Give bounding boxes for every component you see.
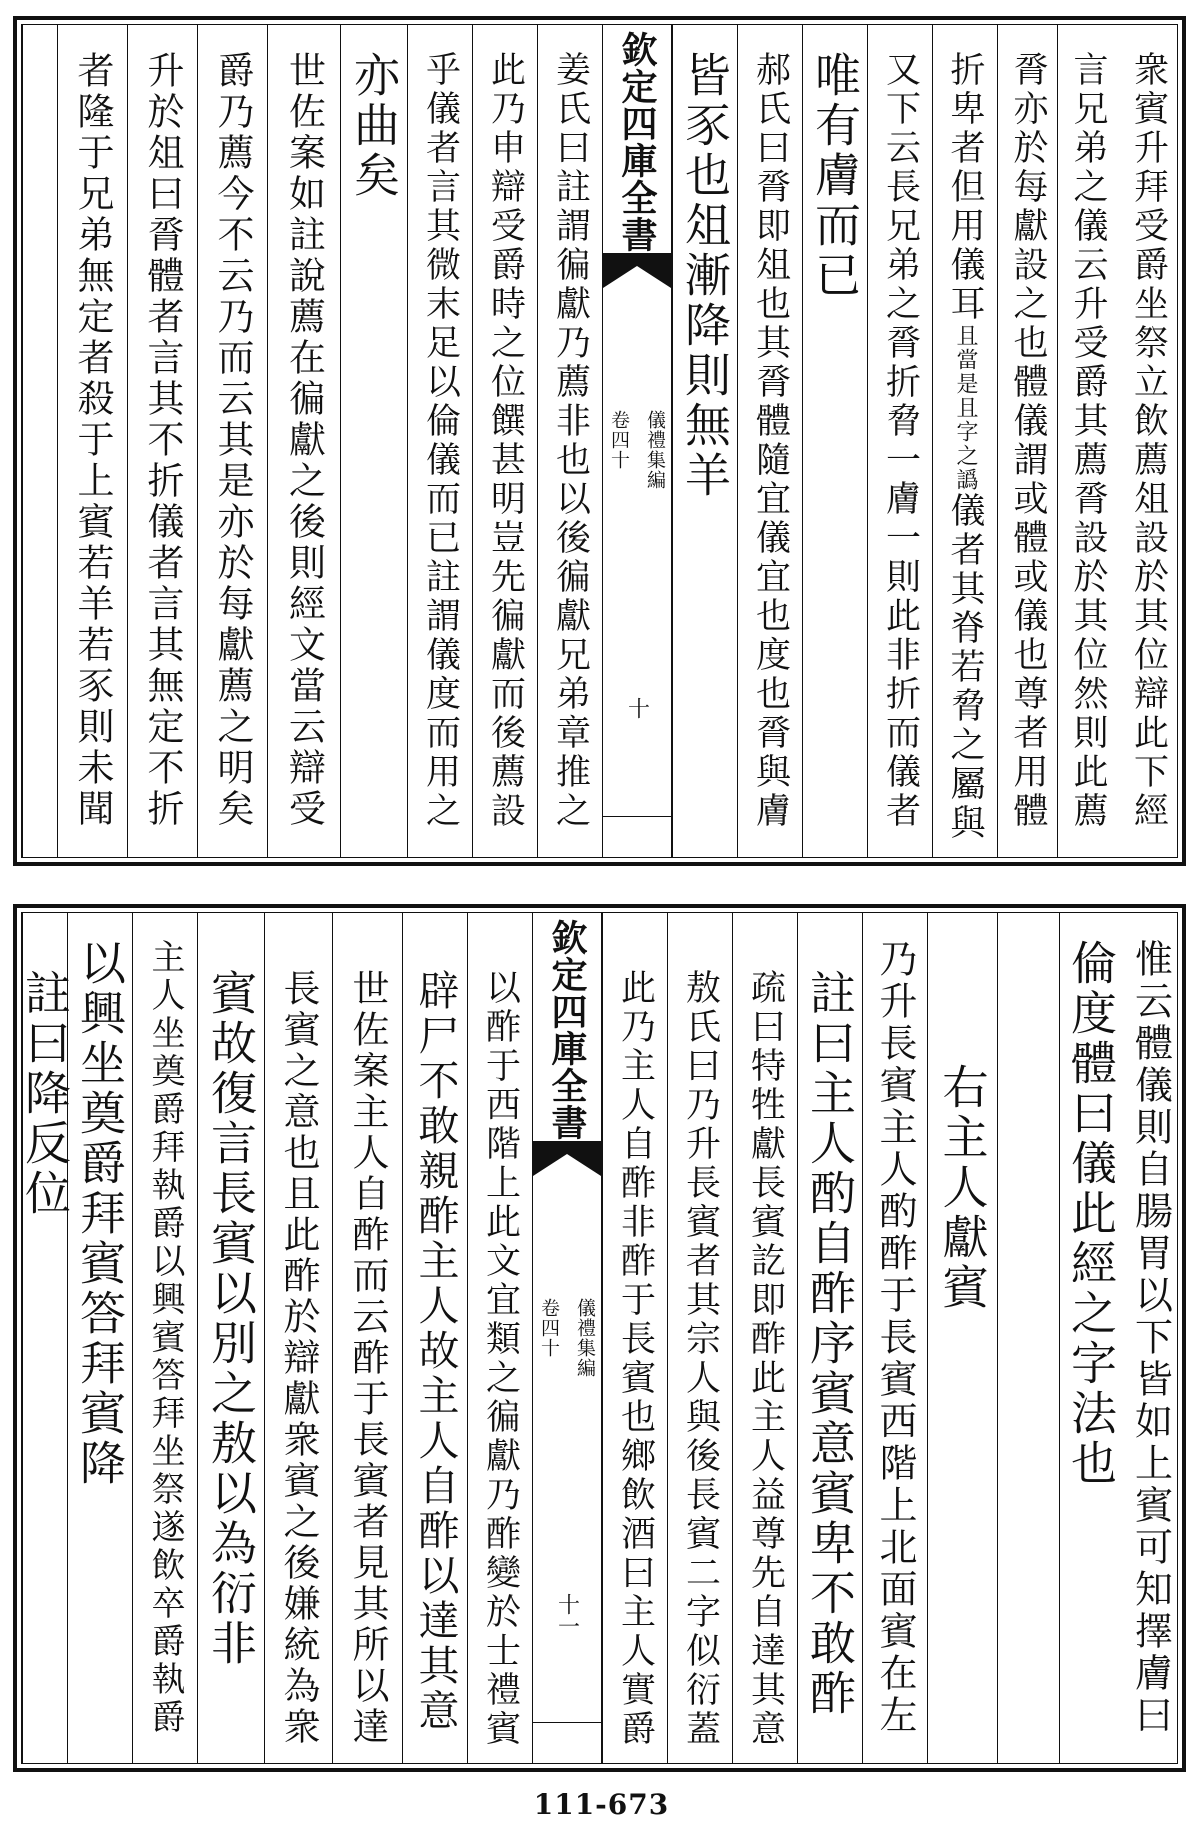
top-right-col-3: 脀亦於每獻設之也體儀謂或體或儀也尊者用體 <box>997 25 1057 857</box>
bottom-page <box>13 904 1186 1772</box>
bottom-right-col-2: 倫度體曰儀此經之字法也 <box>1059 913 1122 1763</box>
bottom-left-col-1: 以酢于西階上此文宜類之徧獻乃酢變於士禮賓 <box>467 913 532 1763</box>
bottom-left-col-5: 賓故復言長賓以別之敖以為衍非 <box>197 913 264 1763</box>
library-title: 欽定四庫全書 <box>616 31 658 253</box>
top-left-col-2: 此乃申辯受爵時之位饌甚明豈先徧獻而後薦設 <box>472 25 537 857</box>
fish-tail-mark <box>603 253 671 288</box>
top-right-col-5: 又下云長兄弟之脀折脅一膚一則此非折而儀者 <box>867 25 932 857</box>
top-left-margin <box>22 25 57 857</box>
top-left-col-6: 爵乃薦今不云乃而云其是亦於每獻薦之明矣 <box>197 25 267 857</box>
bottom-right-col-4: 右主人獻賓 <box>927 913 997 1763</box>
bottom-left-col-3: 世佐案主人自酢而云酢于長賓者見其所以達 <box>332 913 402 1763</box>
top-right-col-7: 郝氏曰脀即俎也其脀體隨宜儀宜也度也脀與膚 <box>737 25 802 857</box>
bottom-center-column <box>532 913 602 1763</box>
top-right-col-6: 唯有膚而已 <box>802 25 867 857</box>
bottom-right-col-9: 此乃主人自酢非酢于長賓也鄉飲酒曰主人實爵 <box>602 913 667 1763</box>
top-center-column <box>602 25 672 857</box>
folio-number: 十 <box>624 697 650 719</box>
top-left-col-3: 乎儀者言其微末足以倫儀而已註謂儀度而用之 <box>407 25 472 857</box>
col4-main-text: 折卑者但用儀耳 <box>945 51 985 324</box>
top-page <box>13 16 1186 866</box>
bottom-right-col-3 <box>997 913 1059 1763</box>
top-left-col-7: 升於俎曰脀體者言其不折儀者言其無定不折 <box>127 25 197 857</box>
top-left-col-1: 姜氏曰註謂徧獻乃薦非也以後徧獻兄弟章推之 <box>537 25 602 857</box>
top-left-col-8: 者隆于兄弟無定者殺于上賓若羊若豕則未聞 <box>57 25 127 857</box>
bottom-left-col-6: 主人坐奠爵拜執爵以興賓答拜坐祭遂飲卒爵執爵 <box>132 913 197 1763</box>
bottom-left-col-2: 辟尸不敢親酢主人故主人自酢以達其意 <box>402 913 467 1763</box>
book-title: 儀禮集編 <box>644 410 666 490</box>
top-right-col-4 <box>932 25 997 857</box>
center-foot-divider <box>603 816 671 857</box>
bottom-page-frame <box>18 912 1178 1764</box>
bottom-right-col-6: 註曰主人酌自酢序賓意賓卑不敢酢 <box>797 913 862 1763</box>
library-title: 欽定四庫全書 <box>546 919 588 1141</box>
bottom-right-col-1: 惟云體儀則自腸胃以下皆如上賓可知擇膚曰 <box>1128 939 1173 1737</box>
bottom-right-col-7: 疏曰特牲獻長賓訖即酢此主人益尊先自達其意 <box>732 913 797 1763</box>
bottom-left-col-4: 長賓之意也且此酢於辯獻衆賓之後嫌統為衆 <box>264 913 332 1763</box>
col4-after-note: 儀者其脊若脅之屬與 <box>945 492 985 843</box>
top-left-col-5: 世佐案如註說薦在徧獻之後則經文當云辯受 <box>267 25 340 857</box>
top-right-col-8: 皆豕也俎漸降則無羊 <box>672 25 737 857</box>
juan-number: 卷四十 <box>538 1298 560 1358</box>
page-number: 111-673 <box>533 1788 670 1821</box>
bottom-left-col-8: 註曰降反位 <box>22 913 67 1763</box>
top-page-frame <box>21 24 1178 858</box>
top-right-col-2: 言兄弟之儀云升受爵其薦脀設於其位然則此薦 <box>1057 25 1117 857</box>
top-right-col-1: 衆賓升拜受爵坐祭立飲薦俎設於其位辯此下經 <box>1128 51 1169 831</box>
top-left-col-4: 亦曲矣 <box>340 25 407 857</box>
fish-tail-mark <box>533 1141 601 1176</box>
juan-number: 卷四十 <box>608 410 630 470</box>
bottom-right-col-5: 乃升長賓主人酌酢于長賓西階上北面賓在左 <box>862 913 927 1763</box>
folio-number: 十一 <box>554 1593 580 1637</box>
center-foot-divider <box>533 1722 601 1763</box>
bottom-right-col-8: 敖氏曰乃升長賓者其宗人與後長賓二字似衍蓋 <box>667 913 732 1763</box>
book-title: 儀禮集編 <box>574 1298 596 1378</box>
col4-inline-note: 且當是且字之譌 <box>953 324 978 492</box>
bottom-left-col-7: 以興坐奠爵拜賓答拜賓降 <box>67 913 132 1763</box>
